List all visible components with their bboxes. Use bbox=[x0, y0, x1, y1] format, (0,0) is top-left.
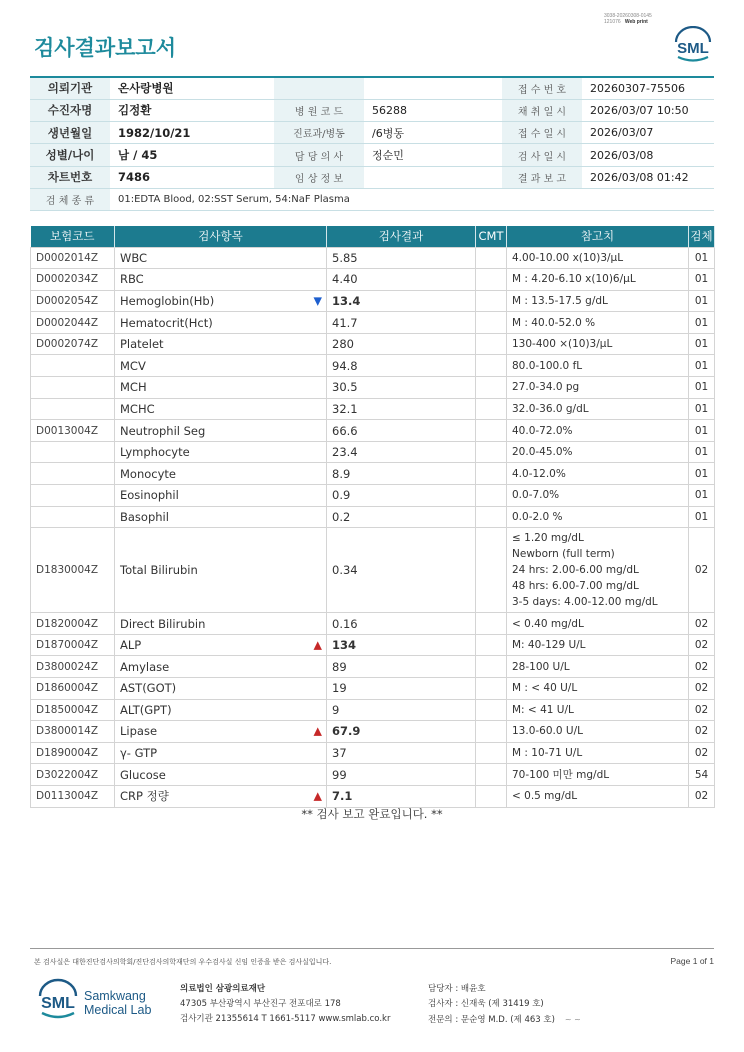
test-item bbox=[115, 290, 327, 312]
cmt-cell bbox=[476, 290, 507, 312]
test-item bbox=[115, 764, 327, 786]
info-label: 수진자명 bbox=[30, 99, 110, 121]
info-label: 병 원 코 드 bbox=[274, 99, 364, 121]
test-result: 94.8 bbox=[327, 355, 476, 377]
test-result: 0.2 bbox=[327, 506, 476, 528]
info-value: 2026/03/07 10:50 bbox=[582, 99, 714, 121]
reference-range: 80.0-100.0 fL bbox=[507, 355, 689, 377]
test-item-name: Hematocrit(Hct) bbox=[120, 315, 213, 330]
cmt-cell bbox=[476, 441, 507, 463]
cmt-cell bbox=[476, 785, 507, 807]
info-value: 7486 bbox=[110, 166, 274, 188]
result-row bbox=[31, 420, 715, 442]
test-item-name: Monocyte bbox=[120, 466, 176, 481]
reference-line: 48 hrs: 6.00-7.00 mg/dL bbox=[512, 580, 639, 593]
result-row bbox=[31, 312, 715, 334]
specimen-code: 02 bbox=[689, 678, 715, 700]
reference-range: 130-400 ×(10)3/μL bbox=[507, 333, 689, 355]
reference-range: 70-100 미만 mg/dL bbox=[507, 764, 689, 786]
info-label: 담 당 의 사 bbox=[274, 144, 364, 166]
result-row bbox=[31, 634, 715, 656]
cmt-cell bbox=[476, 528, 507, 613]
specimen-code: 01 bbox=[689, 506, 715, 528]
test-item bbox=[115, 269, 327, 291]
reference-range bbox=[507, 528, 689, 613]
test-item bbox=[115, 528, 327, 613]
info-value: 2026/03/08 bbox=[582, 144, 714, 166]
reference-line: 3-5 days: 4.00-12.00 mg/dL bbox=[512, 596, 658, 609]
cmt-cell bbox=[476, 247, 507, 269]
info-label: 채 취 일 시 bbox=[502, 99, 582, 121]
info-row bbox=[30, 99, 714, 121]
specimen-code: 01 bbox=[689, 312, 715, 334]
org-contact: 검사기관 21355614 T 1661-5117 www.smlab.co.kr bbox=[180, 1014, 391, 1024]
result-row bbox=[31, 742, 715, 764]
result-row bbox=[31, 398, 715, 420]
info-value: 2026/03/08 01:42 bbox=[582, 166, 714, 188]
info-value: /6병동 bbox=[364, 122, 502, 144]
result-row bbox=[31, 506, 715, 528]
specimen-code: 01 bbox=[689, 485, 715, 507]
test-item bbox=[115, 420, 327, 442]
result-row bbox=[31, 485, 715, 507]
reference-range: M : 13.5-17.5 g/dL bbox=[507, 290, 689, 312]
reference-range: 40.0-72.0% bbox=[507, 420, 689, 442]
test-item-name: Eosinophil bbox=[120, 488, 179, 503]
reference-range: 4.00-10.00 x(10)3/μL bbox=[507, 247, 689, 269]
staff-info bbox=[428, 982, 581, 1028]
reference-range: M : 40.0-52.0 % bbox=[507, 312, 689, 334]
info-value: 56288 bbox=[364, 99, 502, 121]
cmt-cell bbox=[476, 377, 507, 399]
cmt-cell bbox=[476, 613, 507, 635]
cmt-cell bbox=[476, 463, 507, 485]
high-flag-icon: ▲ bbox=[313, 724, 322, 738]
test-result: 37 bbox=[327, 742, 476, 764]
insurance-code: D3800014Z bbox=[31, 721, 115, 743]
insurance-code: D0002074Z bbox=[31, 333, 115, 355]
certification-note: 본 검사실은 대한진단검사의학회/진단검사의학재단의 우수검사실 신임 인증을 받은 검사실입니다. bbox=[34, 958, 332, 966]
cmt-cell bbox=[476, 699, 507, 721]
info-value: 남 / 45 bbox=[110, 144, 274, 166]
result-row bbox=[31, 441, 715, 463]
test-item bbox=[115, 699, 327, 721]
cmt-cell bbox=[476, 764, 507, 786]
insurance-code: D0002014Z bbox=[31, 247, 115, 269]
test-result: 9 bbox=[327, 699, 476, 721]
column-header: 참고치 bbox=[507, 226, 689, 247]
test-result: 4.40 bbox=[327, 269, 476, 291]
specimen-code: 02 bbox=[689, 721, 715, 743]
info-value bbox=[364, 166, 502, 188]
reference-range: < 0.5 mg/dL bbox=[507, 785, 689, 807]
test-item-name: Amylase bbox=[120, 659, 170, 674]
test-item-name: Lymphocyte bbox=[120, 445, 190, 460]
test-result: 0.9 bbox=[327, 485, 476, 507]
specimen-code: 01 bbox=[689, 377, 715, 399]
test-result: 99 bbox=[327, 764, 476, 786]
insurance-code bbox=[31, 355, 115, 377]
reference-range: < 0.40 mg/dL bbox=[507, 613, 689, 635]
cmt-cell bbox=[476, 678, 507, 700]
test-item bbox=[115, 656, 327, 678]
specimen-code: 01 bbox=[689, 269, 715, 291]
insurance-code: D1890004Z bbox=[31, 742, 115, 764]
test-item-name: Total Bilirubin bbox=[120, 563, 198, 578]
reference-range: 0.0-7.0% bbox=[507, 485, 689, 507]
reference-range: 32.0-36.0 g/dL bbox=[507, 398, 689, 420]
cmt-cell bbox=[476, 355, 507, 377]
high-flag-icon: ▲ bbox=[313, 638, 322, 652]
info-label: 임 상 정 보 bbox=[274, 166, 364, 188]
test-item bbox=[115, 398, 327, 420]
test-item bbox=[115, 678, 327, 700]
reference-range: M : < 40 U/L bbox=[507, 678, 689, 700]
test-item-name: Platelet bbox=[120, 337, 164, 352]
insurance-code: D3800024Z bbox=[31, 656, 115, 678]
insurance-code: D0002034Z bbox=[31, 269, 115, 291]
report-meta-line2-wrap bbox=[604, 19, 652, 25]
info-row bbox=[30, 144, 714, 166]
staff-manager: 담당자 : 배윤호 bbox=[428, 984, 486, 994]
info-row bbox=[30, 122, 714, 144]
column-header: CMT bbox=[476, 226, 507, 247]
web-print-label: Web print bbox=[624, 19, 648, 25]
insurance-code: D3022004Z bbox=[31, 764, 115, 786]
test-result: 8.9 bbox=[327, 463, 476, 485]
info-label bbox=[274, 77, 364, 99]
result-row bbox=[31, 377, 715, 399]
test-item-name: MCHC bbox=[120, 401, 155, 416]
report-meta-line2: 121076 bbox=[604, 19, 621, 25]
insurance-code bbox=[31, 463, 115, 485]
info-label: 결 과 보 고 bbox=[502, 166, 582, 188]
info-value: 온사랑병원 bbox=[110, 77, 274, 99]
specimen-code: 02 bbox=[689, 742, 715, 764]
staff-tester: 검사자 : 신재욱 (제 31419 호) bbox=[428, 999, 544, 1009]
result-row bbox=[31, 290, 715, 312]
test-result: 0.34 bbox=[327, 528, 476, 613]
test-item bbox=[115, 634, 327, 656]
test-result: 134 bbox=[327, 634, 476, 656]
test-result: 89 bbox=[327, 656, 476, 678]
result-row bbox=[31, 463, 715, 485]
reference-line: Newborn (full term) bbox=[512, 548, 615, 561]
reference-range: 4.0-12.0% bbox=[507, 463, 689, 485]
result-row bbox=[31, 764, 715, 786]
specimen-row bbox=[30, 188, 714, 210]
insurance-code bbox=[31, 485, 115, 507]
results-table bbox=[30, 226, 715, 808]
insurance-code: D1830004Z bbox=[31, 528, 115, 613]
cmt-cell bbox=[476, 742, 507, 764]
info-label: 생년월일 bbox=[30, 122, 110, 144]
test-item-name: Lipase bbox=[120, 724, 158, 739]
page-number: Page 1 of 1 bbox=[670, 956, 714, 966]
insurance-code bbox=[31, 506, 115, 528]
test-item-name: γ- GTP bbox=[120, 746, 158, 761]
result-row bbox=[31, 333, 715, 355]
test-result: 32.1 bbox=[327, 398, 476, 420]
cmt-cell bbox=[476, 721, 507, 743]
info-row bbox=[30, 77, 714, 99]
insurance-code: D1860004Z bbox=[31, 678, 115, 700]
info-value: 김정환 bbox=[110, 99, 274, 121]
test-item-name: MCV bbox=[120, 358, 146, 373]
info-label: 검 사 일 시 bbox=[502, 144, 582, 166]
specimen-code: 01 bbox=[689, 333, 715, 355]
results-header-row bbox=[31, 226, 715, 247]
cmt-cell bbox=[476, 333, 507, 355]
insurance-code bbox=[31, 377, 115, 399]
test-result: 67.9 bbox=[327, 721, 476, 743]
insurance-code bbox=[31, 398, 115, 420]
test-item bbox=[115, 506, 327, 528]
info-value bbox=[364, 77, 502, 99]
org-address: 47305 부산광역시 부산진구 전포대로 178 bbox=[180, 999, 341, 1009]
insurance-code: D1850004Z bbox=[31, 699, 115, 721]
test-item bbox=[115, 785, 327, 807]
column-header: 보험코드 bbox=[31, 226, 115, 247]
info-value: 1982/10/21 bbox=[110, 122, 274, 144]
brand-name bbox=[84, 989, 151, 1017]
info-label: 접 수 번 호 bbox=[502, 77, 582, 99]
cmt-cell bbox=[476, 485, 507, 507]
insurance-code: D1820004Z bbox=[31, 613, 115, 635]
specimen-code: 02 bbox=[689, 613, 715, 635]
specimen-value: 01:EDTA Blood, 02:SST Serum, 54:NaF Plasma bbox=[110, 188, 714, 210]
org-name: 의료법인 삼광의료재단 bbox=[180, 984, 266, 994]
brand-line1: Samkwang bbox=[84, 989, 146, 1003]
test-item bbox=[115, 721, 327, 743]
test-item-name: Basophil bbox=[120, 509, 169, 524]
cmt-cell bbox=[476, 312, 507, 334]
specimen-code: 01 bbox=[689, 441, 715, 463]
low-flag-icon: ▼ bbox=[313, 294, 322, 308]
reference-range: M: < 41 U/L bbox=[507, 699, 689, 721]
staff-specialist: 전문의 : 문순영 M.D. (제 463 호) bbox=[428, 1015, 555, 1025]
test-result: 7.1 bbox=[327, 785, 476, 807]
report-complete-note: ** 검사 보고 완료입니다. ** bbox=[301, 807, 443, 821]
result-row bbox=[31, 656, 715, 678]
result-row bbox=[31, 721, 715, 743]
test-item bbox=[115, 377, 327, 399]
info-value: 2026/03/07 bbox=[582, 122, 714, 144]
test-item bbox=[115, 463, 327, 485]
specimen-code: 02 bbox=[689, 634, 715, 656]
test-item-name: Direct Bilirubin bbox=[120, 616, 206, 631]
reference-range: 13.0-60.0 U/L bbox=[507, 721, 689, 743]
test-result: 30.5 bbox=[327, 377, 476, 399]
result-row bbox=[31, 613, 715, 635]
test-item bbox=[115, 247, 327, 269]
info-label: 성별/나이 bbox=[30, 144, 110, 166]
info-row bbox=[30, 166, 714, 188]
column-header: 검사결과 bbox=[327, 226, 476, 247]
test-item-name: CRP 정량 bbox=[120, 789, 169, 804]
specimen-code: 02 bbox=[689, 656, 715, 678]
result-row bbox=[31, 528, 715, 613]
reference-range: M: 40-129 U/L bbox=[507, 634, 689, 656]
test-result: 5.85 bbox=[327, 247, 476, 269]
info-value: 정순민 bbox=[364, 144, 502, 166]
specimen-code: 01 bbox=[689, 247, 715, 269]
test-item-name: ALP bbox=[120, 638, 142, 653]
reference-line: 24 hrs: 2.00-6.00 mg/dL bbox=[512, 564, 639, 577]
test-item-name: Hemoglobin(Hb) bbox=[120, 293, 215, 308]
signature-image: ~ ~ bbox=[564, 1015, 581, 1024]
result-row bbox=[31, 699, 715, 721]
test-item-name: RBC bbox=[120, 272, 144, 287]
test-result: 13.4 bbox=[327, 290, 476, 312]
info-label: 진료과/병동 bbox=[274, 122, 364, 144]
result-row bbox=[31, 678, 715, 700]
test-result: 66.6 bbox=[327, 420, 476, 442]
test-item-name: MCH bbox=[120, 380, 147, 395]
test-item-name: Glucose bbox=[120, 767, 166, 782]
test-item-name: WBC bbox=[120, 250, 148, 265]
test-item-name: AST(GOT) bbox=[120, 681, 177, 696]
cmt-cell bbox=[476, 398, 507, 420]
reference-range: M : 4.20-6.10 x(10)6/μL bbox=[507, 269, 689, 291]
test-item bbox=[115, 312, 327, 334]
column-header: 검사항목 bbox=[115, 226, 327, 247]
sml-footer-logo bbox=[36, 978, 80, 1022]
page-title: 검사결과보고서 bbox=[34, 36, 177, 60]
info-value: 20260307-75506 bbox=[582, 77, 714, 99]
report-meta bbox=[604, 13, 652, 25]
cmt-cell bbox=[476, 269, 507, 291]
test-item bbox=[115, 333, 327, 355]
test-item bbox=[115, 613, 327, 635]
reference-range: M : 10-71 U/L bbox=[507, 742, 689, 764]
specimen-code: 02 bbox=[689, 528, 715, 613]
info-label: 의뢰기관 bbox=[30, 77, 110, 99]
organization-info bbox=[180, 982, 390, 1027]
high-flag-icon: ▲ bbox=[313, 789, 322, 803]
test-result: 0.16 bbox=[327, 613, 476, 635]
result-row bbox=[31, 269, 715, 291]
result-row bbox=[31, 355, 715, 377]
column-header: 검체 bbox=[689, 226, 715, 247]
specimen-code: 01 bbox=[689, 420, 715, 442]
sml-logo-text: SML bbox=[677, 40, 709, 57]
staff-specialist-wrap bbox=[428, 1012, 581, 1028]
sml-footer-logo-text: SML bbox=[41, 995, 75, 1012]
reference-line: ≤ 1.20 mg/dL bbox=[512, 532, 584, 545]
test-result: 41.7 bbox=[327, 312, 476, 334]
test-item-name: ALT(GPT) bbox=[120, 702, 172, 717]
insurance-code: D0113004Z bbox=[31, 785, 115, 807]
test-item bbox=[115, 742, 327, 764]
info-label: 접 수 일 시 bbox=[502, 122, 582, 144]
test-result: 19 bbox=[327, 678, 476, 700]
specimen-code: 01 bbox=[689, 290, 715, 312]
specimen-code: 01 bbox=[689, 355, 715, 377]
sml-logo bbox=[672, 26, 714, 64]
specimen-code: 01 bbox=[689, 398, 715, 420]
cmt-cell bbox=[476, 506, 507, 528]
cmt-cell bbox=[476, 420, 507, 442]
specimen-code: 54 bbox=[689, 764, 715, 786]
reference-range: 0.0-2.0 % bbox=[507, 506, 689, 528]
reference-range: 27.0-34.0 pg bbox=[507, 377, 689, 399]
reference-range: 28-100 U/L bbox=[507, 656, 689, 678]
reference-range: 20.0-45.0% bbox=[507, 441, 689, 463]
info-label: 차트번호 bbox=[30, 166, 110, 188]
footer-divider bbox=[30, 948, 714, 949]
insurance-code: D0013004Z bbox=[31, 420, 115, 442]
specimen-code: 02 bbox=[689, 785, 715, 807]
test-item bbox=[115, 485, 327, 507]
cmt-cell bbox=[476, 656, 507, 678]
result-row bbox=[31, 247, 715, 269]
specimen-code: 02 bbox=[689, 699, 715, 721]
insurance-code bbox=[31, 441, 115, 463]
cmt-cell bbox=[476, 634, 507, 656]
insurance-code: D1870004Z bbox=[31, 634, 115, 656]
specimen-code: 01 bbox=[689, 463, 715, 485]
test-result: 23.4 bbox=[327, 441, 476, 463]
test-item-name: Neutrophil Seg bbox=[120, 423, 206, 438]
test-result: 280 bbox=[327, 333, 476, 355]
patient-info-table bbox=[30, 76, 714, 211]
test-item bbox=[115, 355, 327, 377]
test-item bbox=[115, 441, 327, 463]
insurance-code: D0002044Z bbox=[31, 312, 115, 334]
result-row bbox=[31, 785, 715, 807]
specimen-label: 검 체 종 류 bbox=[30, 188, 110, 210]
report-meta-line1: 3038-20260308-0145 bbox=[604, 13, 652, 19]
brand-line2: Medical Lab bbox=[84, 1003, 152, 1017]
insurance-code: D0002054Z bbox=[31, 290, 115, 312]
